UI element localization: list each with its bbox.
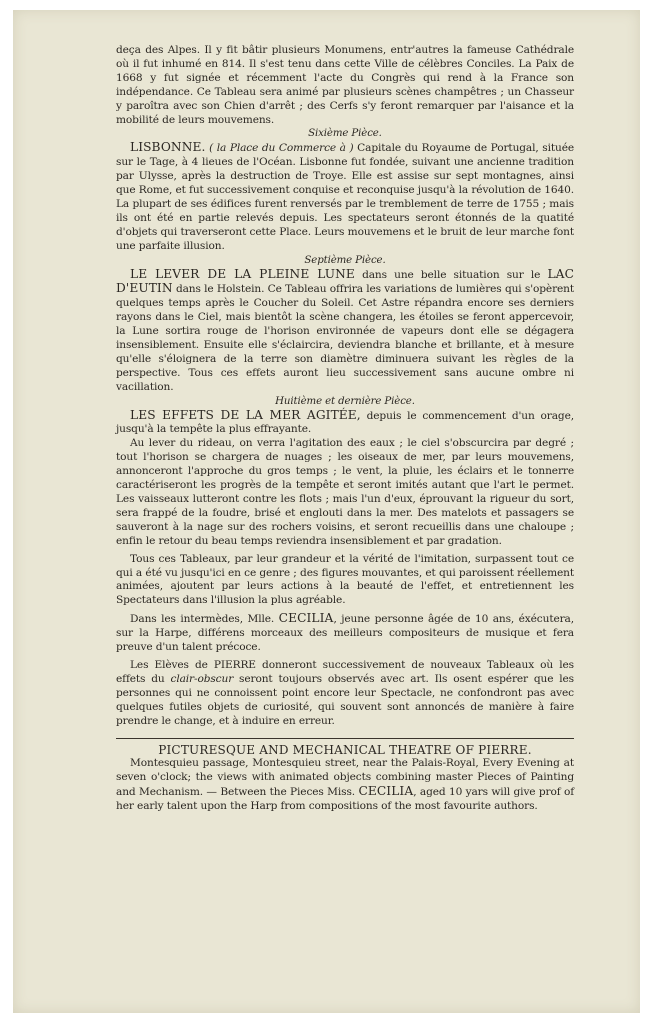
mer-agitee-intro: depuis le commencement d'un orage, jusqu'à la tempête la plus effrayante.	[116, 409, 574, 436]
pleine-lune-intro: dans une belle situation sur le	[362, 268, 541, 281]
paragraph-mer-agitee	[116, 409, 574, 438]
english-description: Montesquieu passage, Montesquieu street, near the Palais-Royal, Every Evening at seven o'clock; the views with animated objects combining master Pieces of Painting and Mechanism. — Between the Pieces Miss.	[116, 757, 574, 799]
paragraph-lisbonne	[116, 141, 574, 253]
cecilia-name: CECILIA	[278, 611, 334, 626]
heading-eighth-piece: Huitième et dernière Pièce.	[275, 395, 415, 407]
paragraph-eleves	[116, 659, 574, 729]
english-title: PICTURESQUE AND MECHANICAL THEATRE OF PIERRE.	[158, 742, 532, 757]
cecilia-description: , jeune personne âgée de 10 ans, éxécutera, sur la Harpe, différens morceaux des meilleurs compositeurs de musique et fera preuve d'un talent précoce.	[116, 613, 574, 654]
paragraph-tempete: Au lever du rideau, on verra l'agitation des eaux ; le ciel s'obscurcira par degré ; tout l'horison se chargera de nuages ; les oiseaux de mer, par leurs mouvemens, annonceront l'approche du gros temps ; le vent, la pluie, les éclairs et le tonnerre caractériseront les progrès de la tempête et seront imités autant que l'art le permet. Les vaisseaux lutteront contre les flots ; mais l'un d'eux, éprouvant la rigueur du sort, sera frappé de la foudre, brisé et englouti dans la mer. Des matelots et passagers se sauveront à la nage sur des rochers voisins, et seront recueillis dans une chaloupe ; enfin le retour du beau temps reviendra insensiblement et par gradation.	[116, 437, 574, 547]
title-lisbonne: LISBONNE.	[130, 140, 206, 155]
paragraph-pleine-lune	[116, 268, 574, 395]
english-description-end: , aged 10 yars will give prof of her early talent upon the Harp from compositions of the most favourite authors.	[116, 786, 575, 813]
paper-sheet	[13, 10, 640, 1013]
eleves-intro: Les Elèves de PIERRE donneront successivement de nouveaux Tableaux où les effets du	[116, 658, 574, 685]
pleine-lune-description: dans le Holstein. Ce Tableau offrira les variations de lumières qui s'opèrent quelques temps après le Coucher du Soleil. Cet Astre répandra encore ses derniers rayons dans le Ciel, mais bientôt la scène changera, les étoiles se feront appercevoir, la Lune sortira rouge de l'horison environnée de vapeurs dont elle se dégagera insensiblement. Ensuite elle s'éclaircira, deviendra blanche et brillante, et à mesure qu'elle s'éloignera de la terre son diamètre diminuera suivant les règles de la perspective. Tous ces effets auront lieu successivement sans aucune ombre ni vacillation.	[116, 283, 575, 393]
paragraph-tableaux: Tous ces Tableaux, par leur grandeur et la vérité de l'imitation, surpassent tout ce qui a été vu jusqu'ici en ce genre ; des figures mouvantes, et qui paroissent réellement animées, ajoutent par leurs actions à la beauté de l'effet, et entretiennent les Spectateurs dans l'illusion la plus agréable.	[116, 552, 574, 607]
title-lever-pleine-lune: LE LEVER DE LA PLEINE LUNE	[130, 266, 355, 281]
clair-obscur-term: clair-obscur	[170, 672, 234, 685]
cecilia-intro: Dans les intermèdes, Mlle.	[130, 613, 275, 626]
playbill-text	[116, 44, 574, 814]
english-cecilia-name: CECILIA	[358, 784, 414, 799]
paragraph-english	[116, 757, 574, 814]
section-divider	[116, 738, 574, 739]
eleves-description: seront toujours observés avec art. Ils osent espérer que les personnes qui ne connoissent point encore leur Spectacle, ne confondront pas avec quelques futiles objets de curiosité, qui souvent sont annoncés de manière à faire prendre le change, et à induire en erreur.	[116, 672, 575, 727]
heading-seventh-piece: Septième Pièce.	[304, 254, 386, 266]
heading-sixth-piece: Sixième Pièce.	[308, 128, 382, 140]
title-mer-agitee: LES EFFETS DE LA MER AGITÉE,	[130, 407, 361, 422]
title-lac-eutin: LAC D'EUTIN	[116, 266, 574, 296]
lisbonne-description: Capitale du Royaume de Portugal, située sur le Tage, à 4 lieues de l'Océan. Lisbonne fut fondée, suivant une ancienne tradition par Ulysse, après la destruction de Troye. Elle est assise sur sept montagnes, ainsi que Rome, et fut successivement conquise et reconquise jusqu'à la révolution de 1640. La plupart de ses édifices furent renversés par le tremblement de terre de 1755 ; mais ils ont été en partie relevés depuis. Les spectateurs seront étonnés de la quatité d'objets qui traverseront cette Place. Leurs mouvemens et le bruit de leur marche font une parfaite illusion.	[116, 142, 575, 252]
paragraph-cecilia	[116, 612, 574, 655]
subtitle-place-du-commerce: ( la Place du Commerce à )	[209, 142, 354, 155]
paragraph-aix-la-chapelle: deça des Alpes. Il y fit bâtir plusieurs Monumens, entr'autres la fameuse Cathédrale où il fut inhumé en 814. Il s'est tenu dans cette Ville de célèbres Conciles. La Paix de 1668 y fut signée et récemment l'acte du Congrès qui rend à la France son indépendance. Ce Tableau sera animé par plusieurs scènes champêtres ; un Chasseur y paroîtra avec son Chien d'arrêt ; des Cerfs s'y feront remarquer par l'aisance et la mobilité de leurs mouvemens.	[116, 44, 574, 126]
